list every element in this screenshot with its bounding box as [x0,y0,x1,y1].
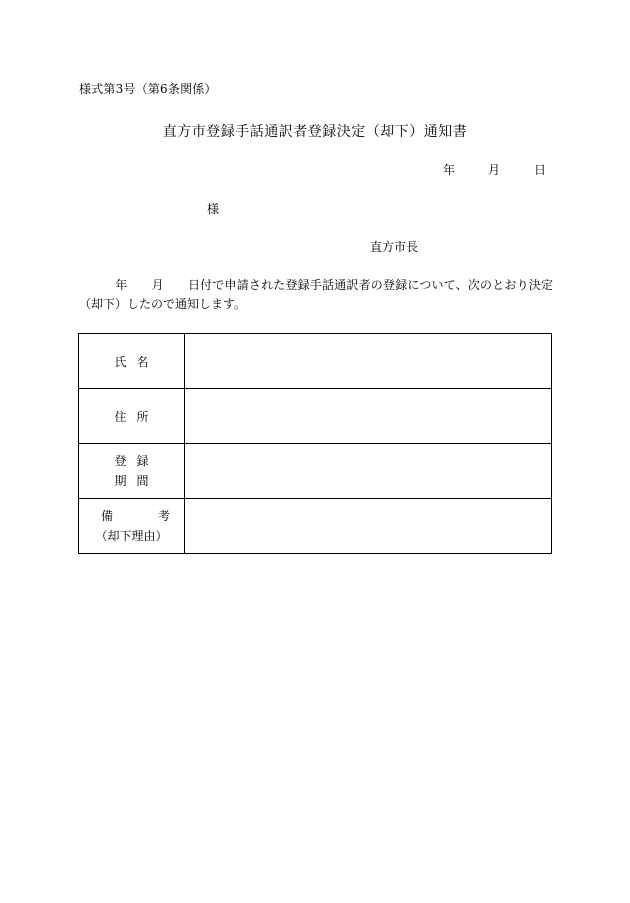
body-text: 日付で申請された登録手話通訳者の登録について、次のとおり決定（却下）したので通知します。 [79,278,553,311]
remarks-sub-label: （却下理由） [95,529,168,543]
registration-label: 登録 [114,454,159,468]
registration-period-value-cell[interactable] [185,444,552,499]
address-value-cell[interactable] [185,389,552,444]
issuer-name: 直方市長 [370,240,419,254]
remarks-value-cell[interactable] [185,499,552,554]
addressee-honorific: 様 [207,202,220,216]
name-label-cell [79,334,185,389]
body-year-label: 年 [115,278,128,292]
name-value-cell[interactable] [185,334,552,389]
notice-body [79,276,553,314]
remarks-label-2: 考 [157,509,170,523]
remarks-label-1: 備 [101,509,114,523]
table-row-registration-period [79,444,552,499]
address-label-cell [79,389,185,444]
registration-period-label-cell [79,444,185,499]
date-year-label: 年 [443,163,456,177]
address-label: 住所 [114,409,159,424]
body-month-label: 月 [151,278,164,292]
table-row-address [79,389,552,444]
date-day-label: 日 [534,163,547,177]
form-number: 様式第3号（第6条関係） [79,82,217,96]
table-row-name [79,334,552,389]
table-row-remarks [79,499,552,554]
document-title: 直方市登録手話通訳者登録決定（却下）通知書 [162,124,468,140]
period-label: 期間 [114,474,159,488]
details-table [78,333,552,554]
remarks-label-cell [79,499,185,554]
date-month-label: 月 [488,163,501,177]
name-label: 氏名 [114,354,159,369]
